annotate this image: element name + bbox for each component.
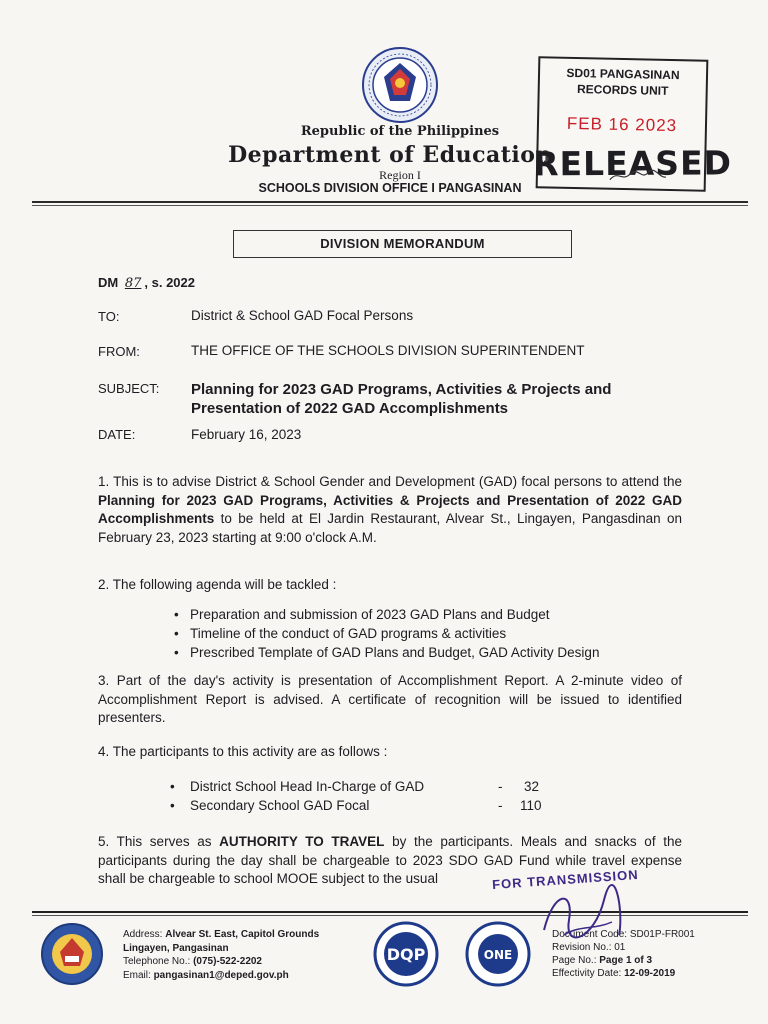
header-divider — [32, 201, 748, 203]
header-divider-thin — [32, 205, 748, 206]
participant-name: Secondary School GAD Focal — [190, 798, 370, 813]
subject-line-2: Presentation of 2022 GAD Accomplishments — [191, 400, 509, 417]
from-label: FROM: — [98, 344, 140, 359]
city-value: Lingayen, Pangasinan — [123, 942, 229, 954]
management-system-logo — [464, 920, 532, 988]
p1-intro: 1. This is to advise District & School Gender and Development (GAD) focal persons to attend the — [98, 474, 682, 489]
subject-value — [191, 380, 681, 418]
effectivity-value: 12-09-2019 — [624, 968, 676, 979]
tel-label: Telephone No.: — [123, 956, 194, 967]
tel-value: (075)-522-2202 — [193, 956, 262, 967]
page-value: Page 1 of 3 — [599, 955, 653, 966]
p1-activity-title: Planning for 2023 GAD Programs, Activities & Projects and Presentation of 2022 GAD Accomplishments — [98, 492, 682, 526]
page-number-line — [552, 954, 742, 967]
region-label: Region I — [379, 168, 421, 182]
subject-label: SUBJECT: — [98, 381, 160, 396]
division-logo — [40, 922, 104, 986]
footer-divider — [32, 911, 748, 913]
stamp-signature — [608, 168, 668, 185]
transmission-stamp: FOR TRANSMISSION — [491, 866, 640, 893]
email-label: Email: — [123, 969, 154, 981]
footer-address — [123, 928, 363, 982]
participant-name: District School Head In-Charge of GAD — [190, 779, 425, 794]
date-value: February 16, 2023 — [191, 427, 302, 442]
address-line — [123, 928, 363, 942]
stamp-unit: RECORDS UNIT — [576, 82, 669, 98]
city-line — [123, 942, 363, 956]
iso-certification-logo — [372, 920, 440, 988]
dm-number-line — [98, 275, 195, 291]
address-value: Alvear St. East, Capitol Grounds — [165, 929, 320, 940]
paragraph-3: 3. Part of the day's activity is presentation of Accomplishment Report. A 2-minute video of Accomplishment Report is advised. A certificate of recognition will be issued to identified presenters. — [98, 673, 682, 725]
address-label: Address: — [123, 929, 166, 940]
republic-header: Republic of the Philippines — [300, 124, 500, 139]
signature-scribble — [534, 880, 634, 950]
stamp-office: SD01 PANGASINAN — [566, 65, 680, 83]
subject-line-1: Planning for 2023 GAD Programs, Activities & Projects and — [191, 381, 612, 398]
date-label: DATE: — [98, 427, 136, 442]
revision-number: Revision No.: 01 — [552, 942, 626, 953]
stamp-date: FEB 16 2023 — [566, 113, 678, 136]
paragraph-2: 2. The following agenda will be tackled : — [98, 577, 337, 592]
dm-prefix: DM — [98, 275, 119, 290]
dm-number: 87 — [124, 276, 142, 291]
effectivity-label: Effectivity Date: — [552, 968, 625, 979]
to-label: TO: — [98, 309, 120, 324]
dm-year: , s. 2022 — [144, 275, 195, 290]
agenda-list — [170, 605, 690, 662]
telephone-line — [123, 955, 363, 969]
agenda-item: • Preparation and submission of 2023 GAD Plans and Budget — [170, 605, 690, 624]
to-value: District & School GAD Focal Persons — [191, 308, 414, 323]
document-code: Document Code: SD01P-FR001 — [552, 929, 695, 940]
svg-text:ONE: ONE — [483, 948, 513, 962]
p1-venue: to be held at El Jardin Restaurant, Alvear St., Lingayen, Pangasdinan on February 23, 2023 starting at 9:00 o'clock A.M. — [98, 511, 682, 545]
participant-count: 32 — [524, 779, 540, 794]
from-value: THE OFFICE OF THE SCHOOLS DIVISION SUPERINTENDENT — [191, 343, 585, 358]
participant-dash: - — [498, 779, 503, 794]
svg-text:DQP: DQP — [386, 945, 426, 964]
agenda-item: • Prescribed Template of GAD Plans and Budget, GAD Activity Design — [170, 643, 690, 662]
p5-authority: AUTHORITY TO TRAVEL — [219, 834, 385, 849]
memo-title: DIVISION MEMORANDUM — [233, 230, 572, 258]
paragraph-1 — [98, 473, 682, 547]
department-header: Department of Education — [228, 142, 552, 168]
p5-intro: 5. This serves as — [98, 834, 220, 849]
agenda-item: • Timeline of the conduct of GAD programs & activities — [170, 624, 690, 643]
records-stamp — [533, 56, 733, 192]
footer-divider-thin — [32, 915, 748, 916]
deped-seal — [360, 45, 440, 125]
participant-dash: - — [498, 798, 503, 813]
effectivity-line — [552, 967, 742, 980]
email-value: pangasinan1@deped.gov.ph — [153, 969, 289, 981]
division-office-label: SCHOOLS DIVISION OFFICE I PANGASINAN — [258, 181, 522, 195]
p5-funding: by the participants. Meals and snacks of the participants during the day shall be chargeable to 2023 SDO GAD Fund while travel expense shall be chargeable to school MOOE subject to the usual — [98, 834, 682, 886]
email-line — [123, 969, 363, 983]
page-label: Page No.: — [552, 955, 600, 966]
stamp-status: RELEASED — [533, 143, 733, 184]
participant-count: 110 — [520, 798, 542, 813]
paragraph-4: 4. The participants to this activity are as follows : — [98, 744, 388, 759]
